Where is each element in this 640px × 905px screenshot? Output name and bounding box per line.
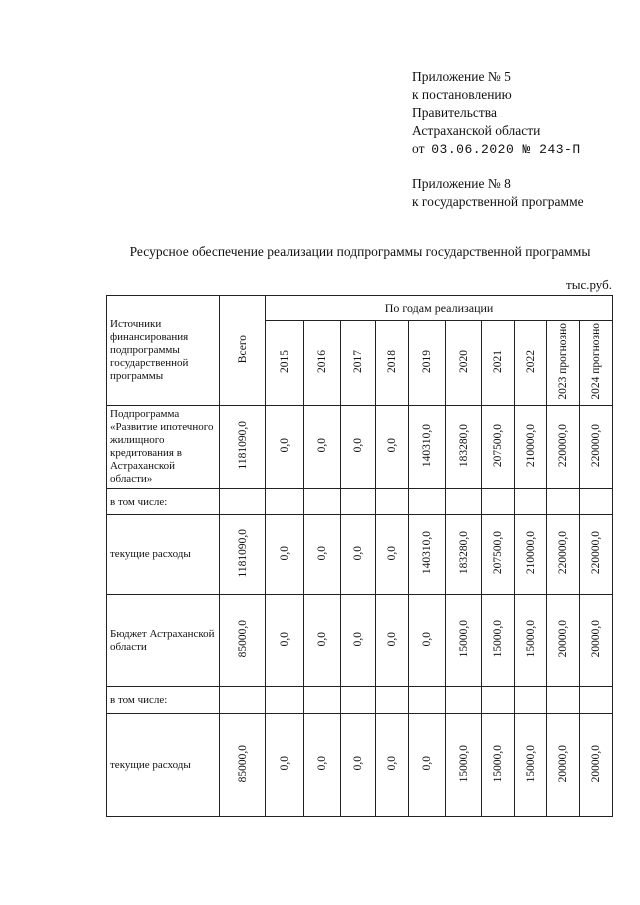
year-header: 2022 xyxy=(515,321,547,406)
table-cell: 207500,0 xyxy=(482,515,515,595)
table-cell: 0,0 xyxy=(409,595,446,687)
table-cell: 0,0 xyxy=(304,515,341,595)
appendix2-line-1: Приложение № 8 xyxy=(412,176,511,191)
appendix2-line-2: к государственной программе xyxy=(412,194,584,209)
year-header: 2017 xyxy=(341,321,376,406)
year-header: 2021 xyxy=(482,321,515,406)
table-cell: 220000,0 xyxy=(580,406,613,489)
year-header: 2015 xyxy=(266,321,304,406)
table-row xyxy=(107,687,613,714)
table-cell: 0,0 xyxy=(266,595,304,687)
table-cell: 0,0 xyxy=(409,714,446,817)
table-cell: 0,0 xyxy=(341,595,376,687)
table-cell: 20000,0 xyxy=(580,595,613,687)
table-cell: 15000,0 xyxy=(446,714,482,817)
table-cell: 207500,0 xyxy=(482,406,515,489)
appendix-line-1: Приложение № 5 xyxy=(412,69,511,84)
appendix-line-2: к постановлению xyxy=(412,87,512,102)
table-cell: 20000,0 xyxy=(547,714,580,817)
table-cell: 0,0 xyxy=(304,595,341,687)
table-cell: 0,0 xyxy=(266,714,304,817)
table-row xyxy=(107,595,613,687)
table-cell: 20000,0 xyxy=(547,595,580,687)
table-cell: 220000,0 xyxy=(580,515,613,595)
units-label: тыс.руб. xyxy=(566,277,612,292)
table-cell: 15000,0 xyxy=(515,714,547,817)
table-cell: 15000,0 xyxy=(482,714,515,817)
table-cell: 220000,0 xyxy=(547,515,580,595)
year-header: 2016 xyxy=(304,321,341,406)
table-cell: 0,0 xyxy=(341,406,376,489)
row-label: текущие расходы xyxy=(107,515,220,595)
row-label: текущие расходы xyxy=(107,714,220,817)
table-cell: 15000,0 xyxy=(482,595,515,687)
table-cell: 0,0 xyxy=(304,406,341,489)
row-total: 85000,0 xyxy=(220,714,266,817)
table-cell: 0,0 xyxy=(376,595,409,687)
year-header: 2018 xyxy=(376,321,409,406)
table-cell: 210000,0 xyxy=(515,515,547,595)
table-row xyxy=(107,489,613,515)
table-row xyxy=(107,515,613,595)
source-header: Источники финансирования подпрограммы государственной программы xyxy=(107,296,220,406)
date-prefix: от xyxy=(412,141,425,156)
table-cell: 0,0 xyxy=(266,406,304,489)
row-label: Подпрограмма «Развитие ипотечного жилищного кредитования в Астраханской области» xyxy=(107,406,220,489)
table-cell: 0,0 xyxy=(341,714,376,817)
table-cell: 15000,0 xyxy=(515,595,547,687)
table-cell: 183280,0 xyxy=(446,515,482,595)
document-title: Ресурсное обеспечение реализации подпрограммы государственной программы xyxy=(129,244,591,259)
in-total-label: в том числе: xyxy=(107,489,220,515)
table-cell: 0,0 xyxy=(376,515,409,595)
year-header: 2020 xyxy=(446,321,482,406)
table-cell: 210000,0 xyxy=(515,406,547,489)
table-cell: 183280,0 xyxy=(446,406,482,489)
appendix-block xyxy=(412,68,632,211)
row-label: Бюджет Астраханской области xyxy=(107,595,220,687)
appendix-date-line xyxy=(412,140,632,159)
table-cell: 140310,0 xyxy=(409,515,446,595)
resource-table xyxy=(106,295,613,817)
group-header: По годам реализации xyxy=(266,296,613,321)
table-cell: 0,0 xyxy=(376,714,409,817)
date-value: 03.06.2020 № 243-П xyxy=(431,142,581,157)
table-cell: 0,0 xyxy=(376,406,409,489)
table-cell: 140310,0 xyxy=(409,406,446,489)
appendix-line-4: Астраханской области xyxy=(412,123,541,138)
table-cell: 0,0 xyxy=(304,714,341,817)
table-cell: 0,0 xyxy=(266,515,304,595)
appendix-line-3: Правительства xyxy=(412,105,497,120)
table-row xyxy=(107,714,613,817)
table-cell: 15000,0 xyxy=(446,595,482,687)
table-cell: 0,0 xyxy=(341,515,376,595)
row-total: 85000,0 xyxy=(220,595,266,687)
row-total: 1181090,0 xyxy=(220,515,266,595)
row-total: 1181090,0 xyxy=(220,406,266,489)
table-row xyxy=(107,406,613,489)
year-header: 2023 прогнозно xyxy=(547,321,580,406)
table-cell: 220000,0 xyxy=(547,406,580,489)
year-header: 2024 прогнозно xyxy=(580,321,613,406)
year-header: 2019 xyxy=(409,321,446,406)
table-cell: 20000,0 xyxy=(580,714,613,817)
in-total-label: в том числе: xyxy=(107,687,220,714)
total-header: Всего xyxy=(220,296,266,406)
